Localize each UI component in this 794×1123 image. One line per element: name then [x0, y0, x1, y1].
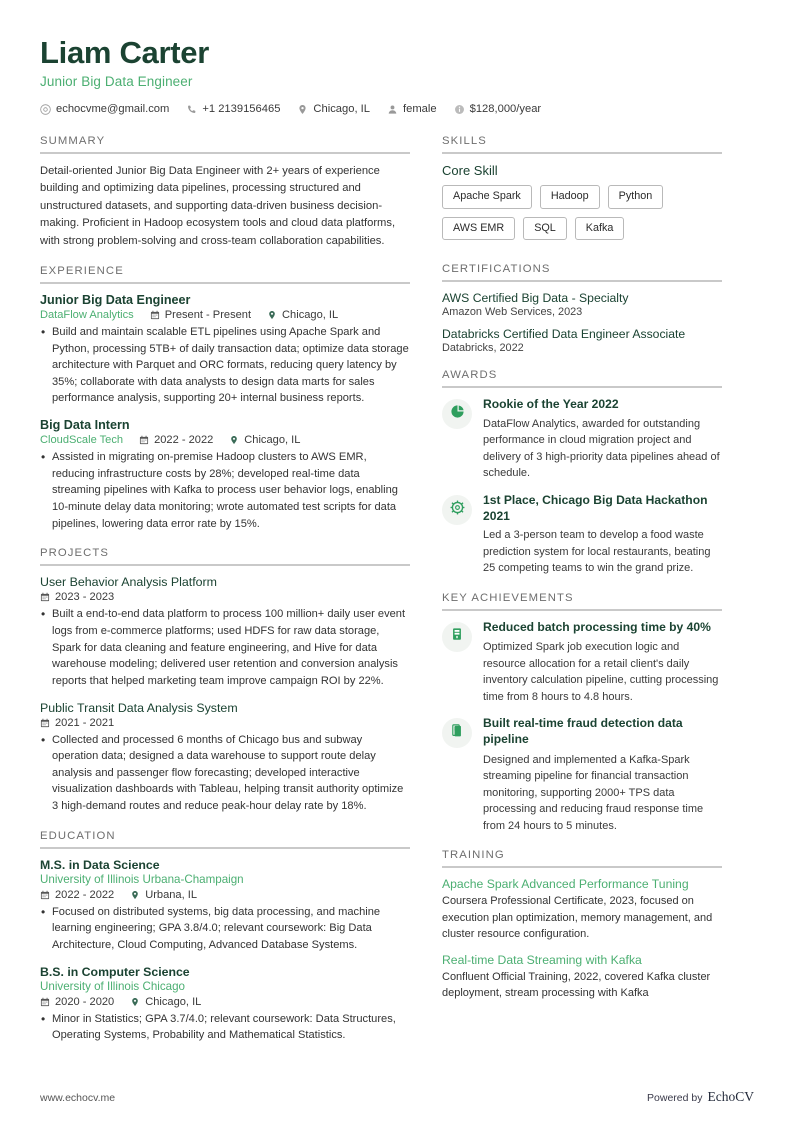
- section-title-training: TRAINING: [442, 849, 505, 862]
- award-body: [483, 493, 722, 577]
- candidate-title: Junior Big Data Engineer: [40, 74, 193, 90]
- resume-header: [40, 36, 754, 115]
- education-location-text: Chicago, IL: [145, 995, 202, 1008]
- summary-text: Detail-oriented Junior Big Data Engineer with 2+ years of experience building and optimizing data pipelines, processing structured and unstructured datasets, and supporting data-driven business decision-making. Proficient in Hadoop ecosystem tools and cloud data platforms, with strong problem-solving and cross-team collaboration capabilities.: [40, 165, 396, 247]
- skill-tag: Kafka: [575, 217, 625, 240]
- section-divider: [40, 152, 410, 154]
- skill-tag: Apache Spark: [442, 185, 532, 208]
- bullet-item: • Collected and processed 6 months of Chicago bus and subway operation data; designed a data warehouse to support route delay analysis and passenger flow forecasting; developed interactive visualization dashboards with Tableau, helping transit authority optimize 3 high-demand routes and reduce peak-hour delay rate by 18%.: [40, 732, 410, 815]
- contact-email-text: echocvme@gmail.com: [56, 103, 170, 116]
- skill-tag: SQL: [523, 217, 567, 240]
- section-skills: [442, 135, 722, 248]
- person-icon: [387, 104, 398, 115]
- experience-location-text: Chicago, IL: [244, 434, 301, 447]
- award-entry: [442, 397, 722, 482]
- training-description: Confluent Official Training, 2022, covered Kafka cluster deployment, stream processing with Kafka: [442, 970, 711, 1000]
- award-description: DataFlow Analytics, awarded for outstanding performance in cloud migration project and delivery of 3 high-priority data pipelines ahead of schedule.: [483, 417, 720, 480]
- section-title-certifications: CERTIFICATIONS: [442, 263, 551, 276]
- education-bullets: [40, 1011, 410, 1044]
- certification-entry: [442, 327, 722, 354]
- powered-by-label: Powered by: [647, 1092, 703, 1104]
- section-title-awards: AWARDS: [442, 369, 498, 382]
- calendar-icon: [40, 890, 50, 900]
- award-title: 1st Place, Chicago Big Data Hackathon 2021: [483, 492, 708, 523]
- experience-location: [267, 309, 338, 321]
- contact-location: [297, 103, 370, 115]
- left-column: [40, 135, 432, 1059]
- award-description: Led a 3-person team to develop a food waste prediction system for local restaurants, beating 25 competing teams to win the grand prize.: [483, 529, 711, 575]
- education-dates-text: 2022 - 2022: [55, 888, 115, 901]
- certification-issuer: Amazon Web Services, 2023: [442, 306, 583, 319]
- education-entry: [40, 965, 410, 1044]
- award-badge: [442, 495, 472, 525]
- award-badge: [442, 399, 472, 429]
- bullet-item: • Focused on distributed systems, big data processing, and machine learning engineering; GPA 3.8/4.0; relevant coursework: Big Data Architecture, Cloud Computing, Advanced Database Systems.: [40, 904, 410, 954]
- phone-icon: [186, 104, 197, 115]
- experience-bullets: [40, 324, 410, 407]
- education-entry: [40, 858, 410, 954]
- education-dates: [40, 889, 114, 901]
- experience-meta: [40, 434, 410, 446]
- award-body: [483, 397, 722, 482]
- calendar-icon: [150, 310, 160, 320]
- education-location-text: Urbana, IL: [145, 888, 198, 901]
- experience-location-text: Chicago, IL: [282, 308, 339, 321]
- achievement-description: Optimized Spark job execution logic and resource allocation for a retail client's daily inventory calculation pipeline, cutting processing time from 8 hours to 4.8 hours.: [483, 641, 719, 703]
- contact-phone[interactable]: [186, 103, 280, 115]
- project-title: User Behavior Analysis Platform: [40, 575, 217, 590]
- education-degree: B.S. in Computer Science: [40, 964, 190, 979]
- award-title: Rookie of the Year 2022: [483, 397, 619, 412]
- project-meta: [40, 717, 410, 729]
- experience-job-title: Junior Big Data Engineer: [40, 292, 191, 307]
- section-title-summary: SUMMARY: [40, 135, 106, 148]
- achievement-body: [483, 620, 722, 706]
- project-bullets: [40, 732, 410, 815]
- education-school: University of Illinois Chicago: [40, 979, 185, 993]
- education-location: [130, 889, 197, 901]
- clipboard-icon: [450, 724, 464, 743]
- section-key-achievements: [442, 592, 722, 835]
- section-title-education: EDUCATION: [40, 829, 116, 842]
- section-divider: [442, 866, 722, 868]
- skill-tag-list: [442, 185, 722, 248]
- skill-tag: Hadoop: [540, 185, 600, 208]
- training-name: Real-time Data Streaming with Kafka: [442, 952, 642, 967]
- project-dates: [40, 591, 114, 603]
- section-experience: [40, 265, 410, 532]
- training-description: Coursera Professional Certificate, 2023, focused on execution plan optimization, memory management, and cluster resource configuration.: [442, 895, 713, 941]
- skill-group-label: Core Skill: [442, 163, 498, 179]
- education-bullets: [40, 904, 410, 954]
- bullet-item: • Built a end-to-end data platform to process 100 million+ daily user event logs from e-commerce platforms; used HDFS for raw data storage, Spark for data cleaning and feature engineering, and Hive for data warehouse modeling; delivered user retention and conversion analysis reports that helped marketing team improve campaign ROI by 22%.: [40, 606, 410, 689]
- bullet-item: • Minor in Statistics; GPA 3.7/4.0; relevant coursework: Data Structures, Operating Systems, Probability and Mathematical Statistics.: [40, 1011, 410, 1044]
- contact-row: [40, 103, 754, 115]
- section-awards: [442, 369, 722, 577]
- bullet-item: • Assisted in migrating on-premise Hadoop clusters to AWS EMR, reducing infrastructure costs by 28%; developed real-time data streaming pipelines with Kafka to process user behavior logs, enabling 10-minute delay data monitoring; wrote automated test scripts for data pipelines, lowering data error rate by 15%.: [40, 449, 410, 532]
- section-title-projects: PROJECTS: [40, 547, 110, 560]
- calendar-icon: [40, 997, 50, 1007]
- calendar-icon: [139, 435, 149, 445]
- contact-gender: [387, 103, 437, 115]
- section-training: [442, 849, 722, 1002]
- experience-entry: [40, 293, 410, 407]
- experience-dates-text: 2022 - 2022: [154, 434, 214, 447]
- experience-entry: [40, 418, 410, 532]
- experience-dates-text: Present - Present: [164, 308, 252, 321]
- section-divider: [40, 282, 410, 284]
- education-meta: [40, 996, 410, 1008]
- experience-job-title: Big Data Intern: [40, 418, 130, 433]
- location-icon: [297, 104, 308, 115]
- section-divider: [442, 609, 722, 611]
- education-location: [130, 996, 201, 1008]
- experience-dates: [139, 434, 213, 446]
- project-dates: [40, 717, 114, 729]
- section-education: [40, 830, 410, 1044]
- certification-issuer: Databricks, 2022: [442, 342, 524, 355]
- experience-bullets: [40, 449, 410, 532]
- contact-salary-text: $128,000/year: [469, 103, 542, 116]
- contact-salary: [454, 103, 542, 115]
- education-school: University of Illinois Urbana-Champaign: [40, 872, 244, 886]
- resume-body: [40, 135, 754, 1059]
- brand-name: EchoCV: [707, 1089, 754, 1104]
- certification-name: Databricks Certified Data Engineer Associate: [442, 327, 686, 342]
- education-meta: [40, 889, 410, 901]
- contact-phone-text: +1 2139156465: [202, 103, 281, 116]
- experience-dates: [150, 309, 251, 321]
- certification-name: AWS Certified Big Data - Specialty: [442, 291, 629, 306]
- right-column: [432, 135, 722, 1059]
- experience-company: DataFlow Analytics: [40, 308, 134, 321]
- project-entry: [40, 701, 410, 815]
- project-title: Public Transit Data Analysis System: [40, 700, 238, 715]
- achievement-entry: [442, 620, 722, 706]
- project-entry: [40, 575, 410, 689]
- section-divider: [442, 280, 722, 282]
- location-icon: [130, 890, 140, 900]
- resume-footer: [40, 1089, 754, 1105]
- section-divider: [442, 386, 722, 388]
- skill-tag: Python: [608, 185, 664, 208]
- experience-company: CloudScale Tech: [40, 434, 124, 447]
- training-entry: [442, 877, 722, 943]
- section-title-experience: EXPERIENCE: [40, 264, 124, 277]
- experience-meta: [40, 309, 410, 321]
- project-dates-text: 2021 - 2021: [55, 716, 115, 729]
- education-degree: M.S. in Data Science: [40, 857, 160, 872]
- contact-location-text: Chicago, IL: [313, 103, 371, 116]
- section-divider: [40, 847, 410, 849]
- section-projects: [40, 547, 410, 814]
- experience-location: [229, 434, 300, 446]
- project-meta: [40, 591, 410, 603]
- contact-email[interactable]: [40, 103, 169, 115]
- contact-gender-text: female: [403, 103, 437, 116]
- info-icon: [454, 104, 465, 115]
- achievement-description: Designed and implemented a Kafka-Spark streaming pipeline for financial transaction monitoring, supporting 2000+ TPS data processing and reducing fraud response time from 24 hours to 5 minutes.: [483, 753, 704, 832]
- section-divider: [442, 152, 722, 154]
- at-icon: [40, 104, 51, 115]
- location-icon: [267, 310, 277, 320]
- education-dates: [40, 996, 114, 1008]
- location-icon: [229, 435, 239, 445]
- achievement-body: [483, 716, 722, 834]
- training-entry: [442, 953, 722, 1002]
- achievement-badge: [442, 622, 472, 652]
- training-name: Apache Spark Advanced Performance Tuning: [442, 877, 689, 892]
- achievement-title: Built real-time fraud detection data pipeline: [483, 716, 683, 747]
- section-certifications: [442, 263, 722, 354]
- section-summary: [40, 135, 410, 250]
- location-icon: [130, 997, 140, 1007]
- achievement-badge: [442, 718, 472, 748]
- powered-by: [647, 1089, 754, 1105]
- achievement-title: Reduced batch processing time by 40%: [483, 619, 711, 634]
- section-title-skills: SKILLS: [442, 135, 487, 148]
- footer-site-url[interactable]: www.echocv.me: [40, 1092, 116, 1104]
- bullet-item: • Build and maintain scalable ETL pipelines using Apache Spark and Python, processing 5TB+ of daily transaction data; optimize data storage architecture with Parquet and ORC formats, reducing query latency by 35%; collaborate with data analysts to design data marts for sales performance analysis, supporting 20+ internal business reports.: [40, 324, 410, 407]
- project-bullets: [40, 606, 410, 689]
- gear-icon: [450, 500, 465, 520]
- section-title-key-achievements: KEY ACHIEVEMENTS: [442, 591, 574, 604]
- education-dates-text: 2020 - 2020: [55, 995, 115, 1008]
- candidate-name: Liam Carter: [40, 35, 209, 70]
- pie-chart-icon: [450, 404, 465, 424]
- calendar-icon: [40, 592, 50, 602]
- achievement-entry: [442, 716, 722, 834]
- certification-entry: [442, 291, 722, 318]
- calendar-icon: [40, 718, 50, 728]
- section-divider: [40, 564, 410, 566]
- project-dates-text: 2023 - 2023: [55, 591, 115, 604]
- award-entry: [442, 493, 722, 577]
- server-icon: [450, 627, 464, 646]
- skill-tag: AWS EMR: [442, 217, 515, 240]
